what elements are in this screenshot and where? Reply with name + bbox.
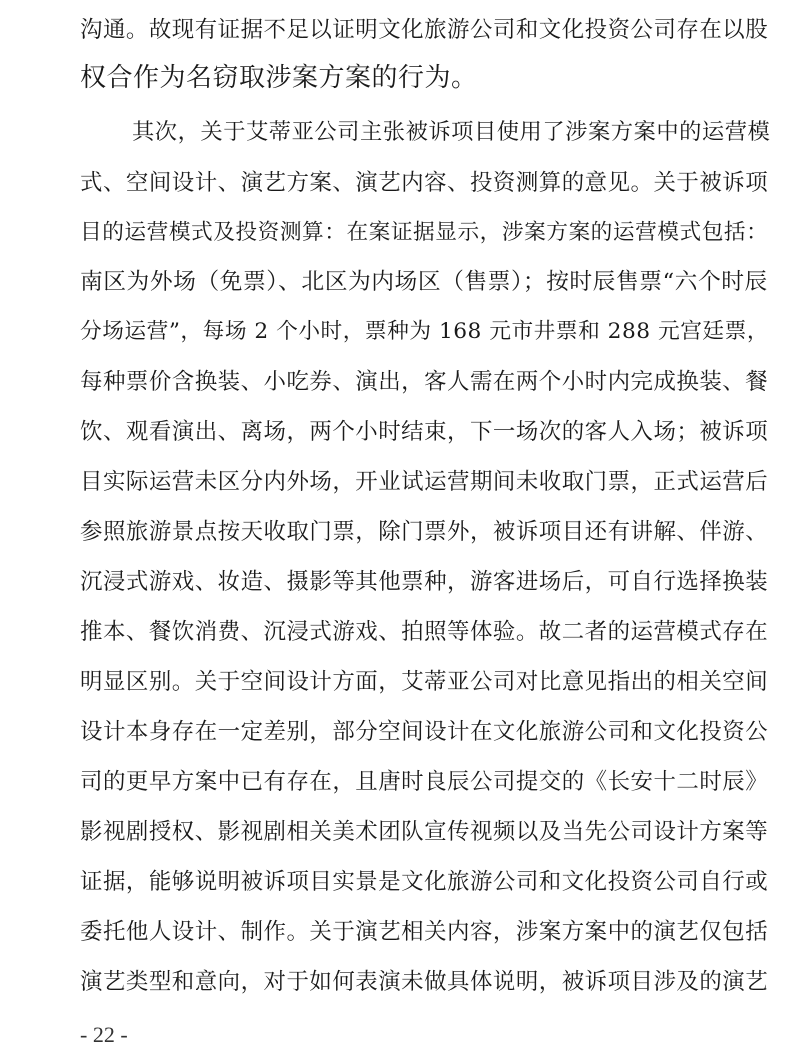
text-line: 推本、餐饮消费、沉浸式游戏、拍照等体验。故二者的运营模式存在 [80, 619, 769, 645]
text-line: 权合作为名窃取涉案方案的行为。 [80, 63, 478, 93]
text-line: 沟通。故现有证据不足以证明文化旅游公司和文化投资公司存在以股 [80, 17, 769, 43]
text-line: 南区为外场（免票）、北区为内场区（售票）；按时辰售票“六个时辰 [80, 269, 768, 295]
text-line: 证据，能够说明被诉项目实景是文化旅游公司和文化投资公司自行或 [80, 869, 769, 895]
text-line: 每种票价含换装、小吃券、演出，客人需在两个小时内完成换装、餐 [80, 369, 769, 395]
text-line: 式、空间设计、演艺方案、演艺内容、投资测算的意见。关于被诉项 [80, 170, 769, 196]
text-line: 目实际运营未区分内外场，开业试运营期间未收取门票，正式运营后 [80, 469, 769, 495]
text-line: 影视剧授权、影视剧相关美术团队宣传视频以及当先公司设计方案等 [80, 819, 769, 845]
paragraph-first-line: 其次，关于艾蒂亚公司主张被诉项目使用了涉案方案中的运营模 [132, 119, 771, 145]
text-line: 演艺类型和意向，对于如何表演未做具体说明，被诉项目涉及的演艺 [80, 969, 769, 995]
text-line: 司的更早方案中已有存在，且唐时良辰公司提交的《长安十二时辰》 [80, 769, 769, 795]
text-line: 目的运营模式及投资测算：在案证据显示，涉案方案的运营模式包括： [80, 220, 769, 245]
text-line: 分场运营”，每场 2 个小时，票种为 168 元市井票和 288 元宫廷票， [80, 319, 770, 344]
text-line: 委托他人设计、制作。关于演艺相关内容，涉案方案中的演艺仅包括 [80, 919, 769, 945]
text-line: 设计本身存在一定差别，部分空间设计在文化旅游公司和文化投资公 [80, 719, 769, 745]
text-line: 沉浸式游戏、妆造、摄影等其他票种，游客进场后，可自行选择换装 [80, 569, 769, 595]
text-line: 参照旅游景点按天收取门票，除门票外，被诉项目还有讲解、伴游、 [80, 519, 769, 545]
text-line: 饮、观看演出、离场，两个小时结束，下一场次的客人入场；被诉项 [80, 419, 769, 445]
page-number: - 22 - [80, 1022, 128, 1047]
text-line: 明显区别。关于空间设计方面，艾蒂亚公司对比意见指出的相关空间 [80, 669, 769, 695]
